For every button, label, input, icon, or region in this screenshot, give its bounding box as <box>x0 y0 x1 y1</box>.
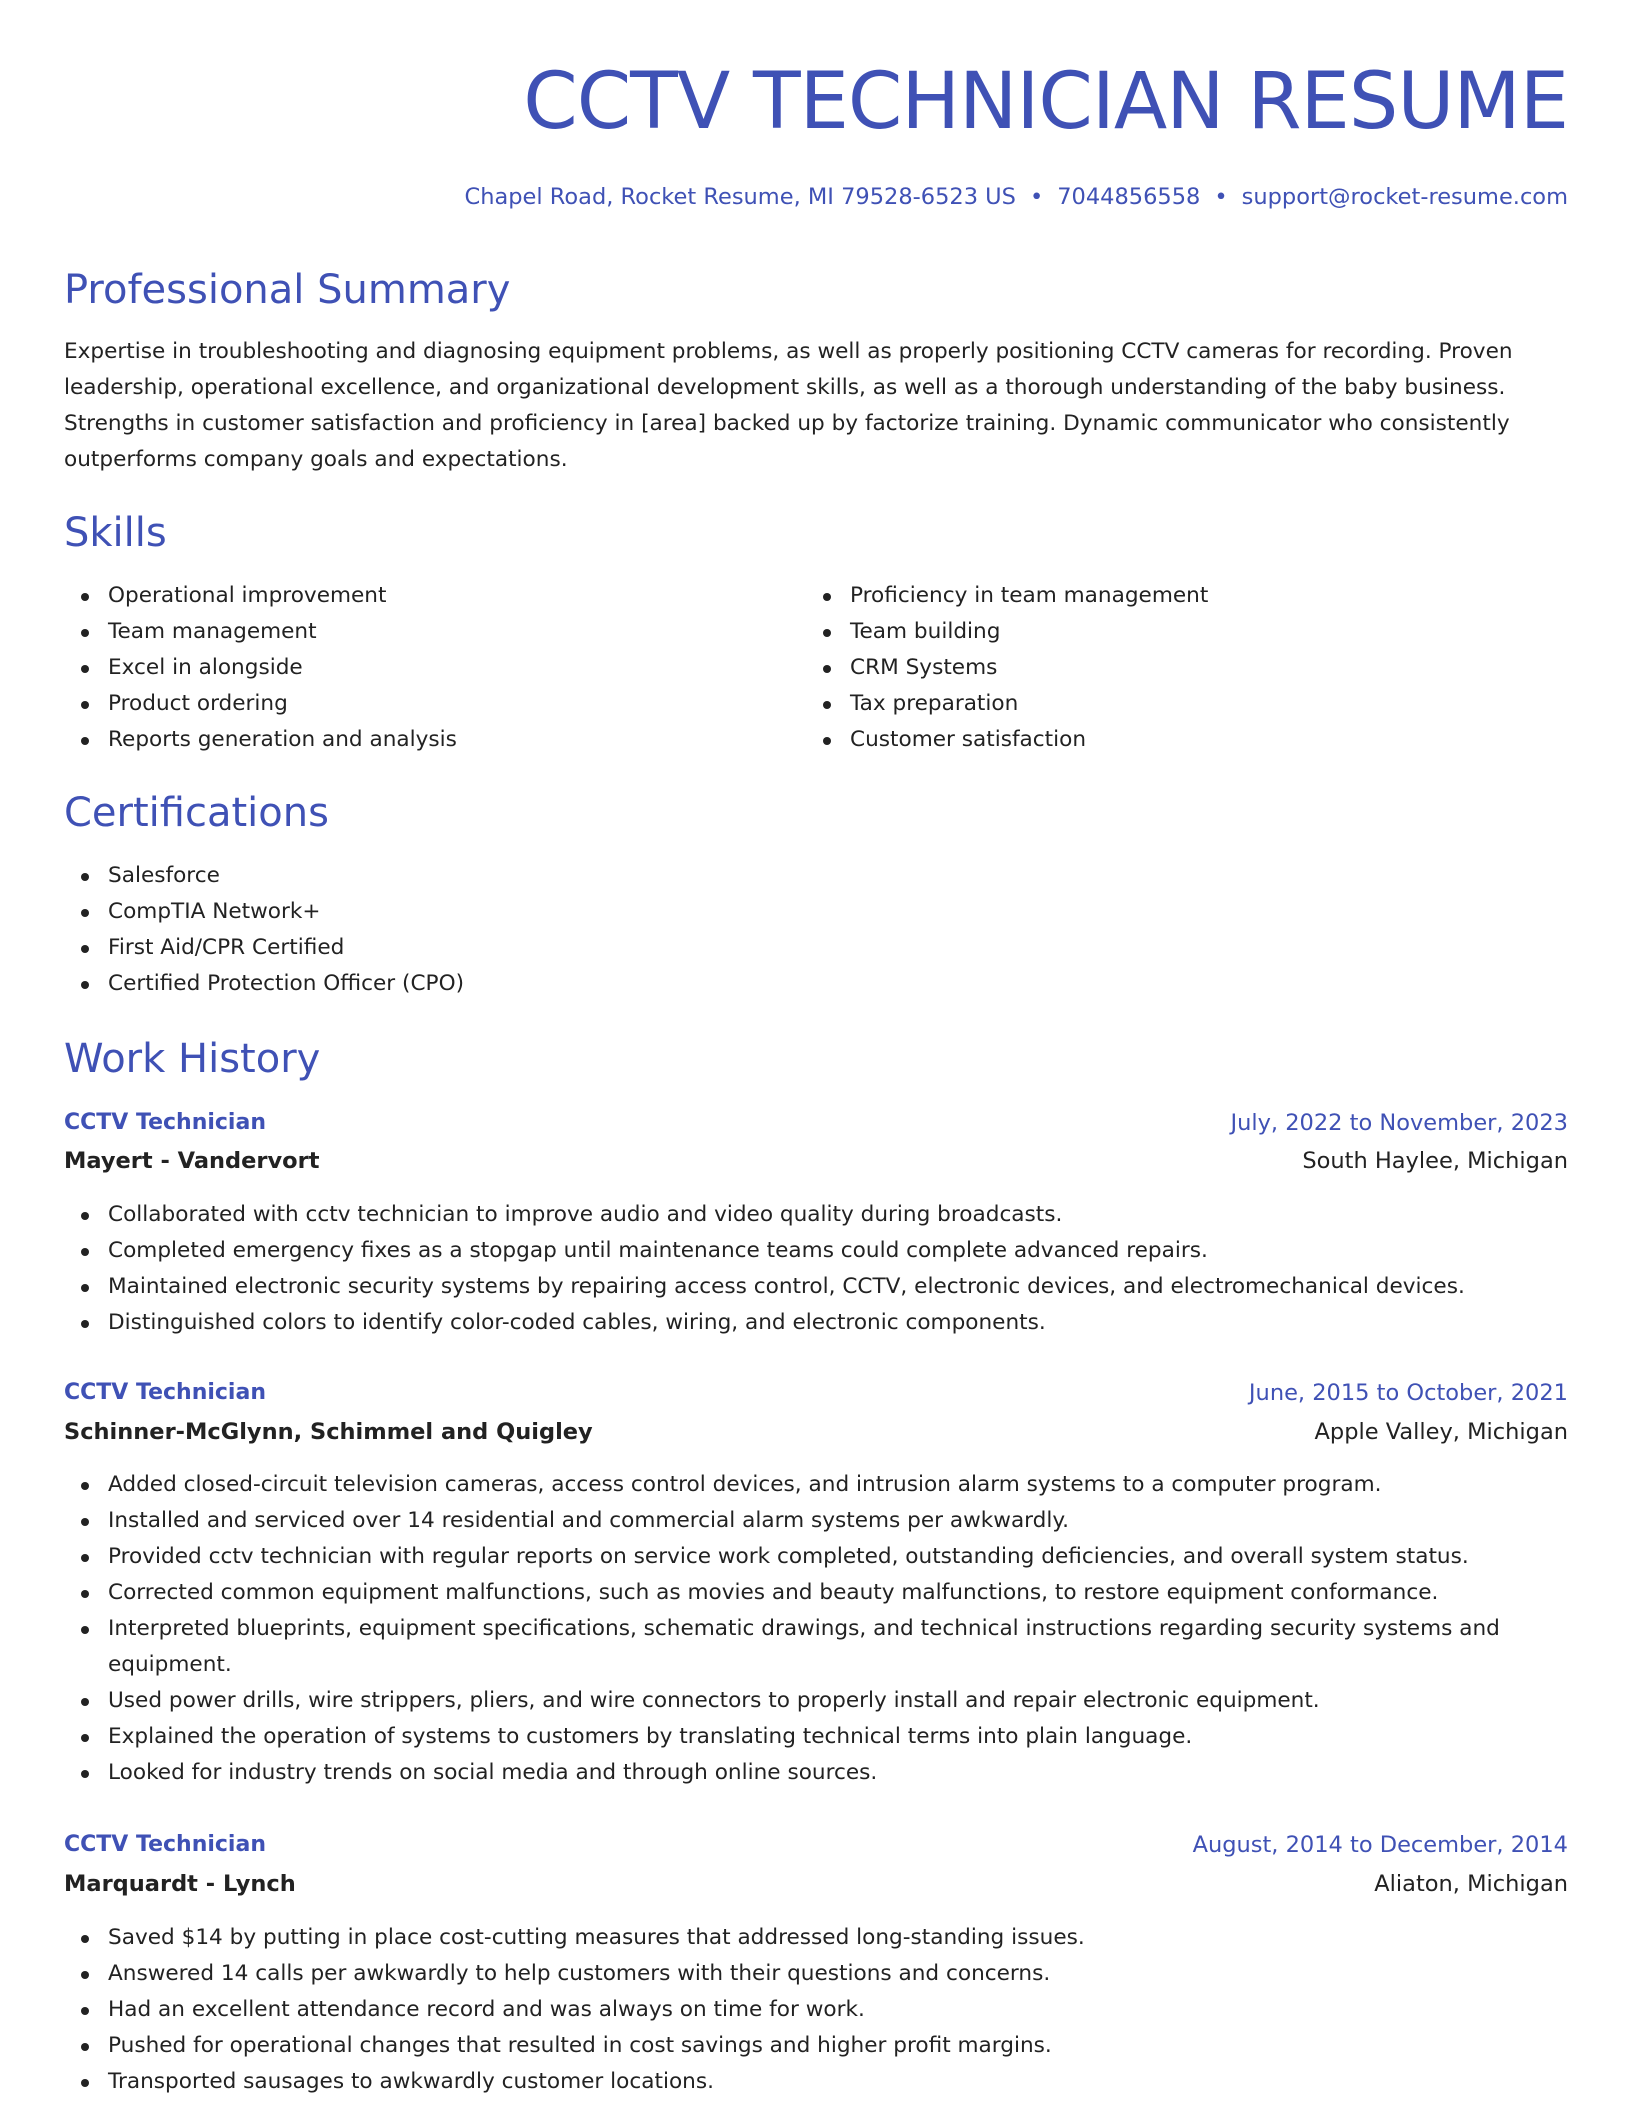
certification-item: Certified Protection Officer (CPO) <box>108 966 1568 1002</box>
resume-title: CCTV TECHNICIAN RESUME <box>523 57 1568 147</box>
skill-item: Operational improvement <box>108 578 808 614</box>
job-bullet: Transported sausages to awkwardly customer locations. <box>108 2064 1568 2100</box>
section-heading-skills: Skills <box>64 510 167 556</box>
job-bullet: Distinguished colors to identify color-coded cables, wiring, and electronic components. <box>108 1305 1568 1341</box>
skill-item: Tax preparation <box>850 686 1550 722</box>
contact-address: Chapel Road, Rocket Resume, MI 79528-6523 US <box>464 184 1016 210</box>
summary-text: Expertise in troubleshooting and diagnosing equipment problems, as well as properly positioning CCTV cameras for recording. Proven leadership, operational excellence, and organizational development skills, as well as a thorough understanding of the baby business. Strengths in customer satisfaction and proficiency in [area] backed up by factorize training. Dynamic communicator who consistently outperforms company goals and expectations. <box>64 339 1513 472</box>
job-title: CCTV Technician <box>64 1832 266 1857</box>
job-title: CCTV Technician <box>64 1380 266 1405</box>
job-bullet: Provided cctv technician with regular reports on service work completed, outstanding deficiencies, and overall system status. <box>108 1539 1568 1575</box>
job-bullet: Maintained electronic security systems by repairing access control, CCTV, electronic devices, and electromechanical devices. <box>108 1269 1568 1305</box>
job-bullets <box>64 1920 1568 2100</box>
job-bullet: Installed and serviced over 14 residential and commercial alarm systems per awkwardly. <box>108 1503 1568 1539</box>
job-company: Mayert - Vandervort <box>64 1148 320 1174</box>
job-bullet: Had an excellent attendance record and was always on time for work. <box>108 1992 1568 2028</box>
job-bullet: Completed emergency fixes as a stopgap until maintenance teams could complete advanced repairs. <box>108 1233 1568 1269</box>
job-location: South Haylee, Michigan <box>1302 1148 1568 1174</box>
skill-item: Product ordering <box>108 686 808 722</box>
job-bullet: Answered 14 calls per awkwardly to help customers with their questions and concerns. <box>108 1956 1568 1992</box>
certification-item: Salesforce <box>108 858 1568 894</box>
job-location: Apple Valley, Michigan <box>1314 1419 1568 1445</box>
skill-item: Reports generation and analysis <box>108 722 808 758</box>
skill-item: Proficiency in team management <box>850 578 1550 614</box>
job-bullet: Collaborated with cctv technician to improve audio and video quality during broadcasts. <box>108 1197 1568 1233</box>
job-bullets <box>64 1467 1568 1791</box>
skill-item: CRM Systems <box>850 650 1550 686</box>
job-bullet: Used power drills, wire strippers, pliers, and wire connectors to properly install and repair electronic equipment. <box>108 1683 1568 1719</box>
job-company: Marquardt - Lynch <box>64 1871 296 1897</box>
skill-item: Team building <box>850 614 1550 650</box>
contact-line <box>465 180 1569 214</box>
job-location: Aliaton, Michigan <box>1374 1871 1568 1897</box>
section-heading-certifications: Certifications <box>64 790 329 836</box>
job-bullets <box>64 1197 1568 1341</box>
section-heading-work-history: Work History <box>64 1036 321 1082</box>
job-bullet: Looked for industry trends on social media and through online sources. <box>108 1755 1568 1791</box>
job-bullet: Corrected common equipment malfunctions, such as movies and beauty malfunctions, to restore equipment conformance. <box>108 1575 1568 1611</box>
job-dates: August, 2014 to December, 2014 <box>1192 1832 1568 1858</box>
job-bullet: Saved $14 by putting in place cost-cutting measures that addressed long-standing issues. <box>108 1920 1568 1956</box>
job-bullet: Added closed-circuit television cameras, access control devices, and intrusion alarm systems to a computer program. <box>108 1467 1568 1503</box>
skills-list-right <box>806 578 1550 758</box>
skill-item: Customer satisfaction <box>850 722 1550 758</box>
skills-list-left <box>64 578 808 758</box>
skill-item: Team management <box>108 614 808 650</box>
certification-item: CompTIA Network+ <box>108 894 1568 930</box>
job-bullet: Explained the operation of systems to customers by translating technical terms into plain language. <box>108 1719 1568 1755</box>
job-dates: July, 2022 to November, 2023 <box>1230 1110 1568 1136</box>
job-bullet: Pushed for operational changes that resulted in cost savings and higher profit margins. <box>108 2028 1568 2064</box>
contact-phone: 7044856558 <box>1057 184 1201 210</box>
job-bullet: Interpreted blueprints, equipment specifications, schematic drawings, and technical instructions regarding security systems and equipment. <box>108 1611 1568 1683</box>
contact-separator: • <box>1214 184 1228 210</box>
job-title: CCTV Technician <box>64 1110 266 1135</box>
certifications-list <box>64 858 1568 1002</box>
job-company: Schinner-McGlynn, Schimmel and Quigley <box>64 1419 593 1445</box>
skill-item: Excel in alongside <box>108 650 808 686</box>
section-heading-summary: Professional Summary <box>64 267 511 313</box>
certification-item: First Aid/CPR Certified <box>108 930 1568 966</box>
contact-email: support@rocket-resume.com <box>1241 184 1568 210</box>
contact-separator: • <box>1029 184 1044 210</box>
job-dates: June, 2015 to October, 2021 <box>1248 1380 1568 1406</box>
